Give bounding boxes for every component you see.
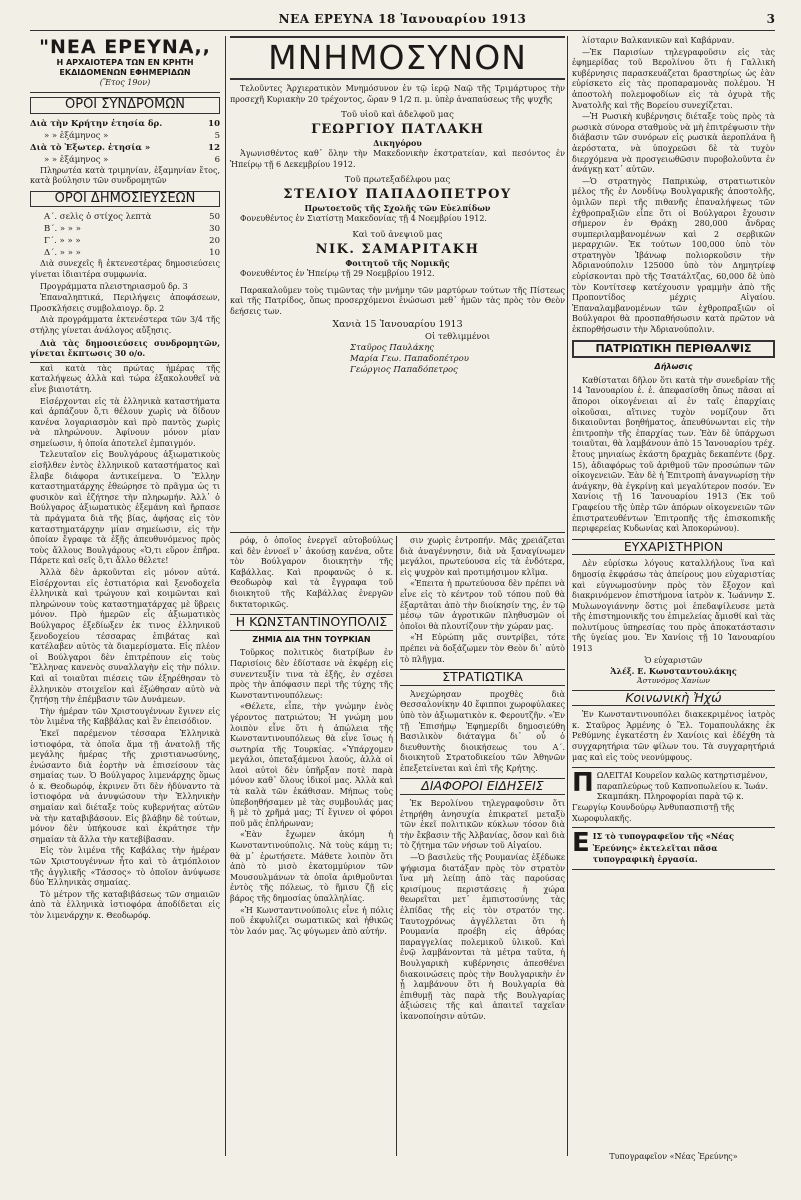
masthead-line: Η ΑΡΧΑΙΟΤΕΡΑ ΤΩΝ ΕΝ ΚΡΗΤΗ (56, 58, 194, 67)
person-intro: Τοῦ πρωτεξαδέλφου μας (344, 175, 451, 186)
ad-rate-value: 10 (209, 248, 220, 259)
ads-note: Διὰ τὰς δημοσιεύσεις συνδρομητῶν, γίνεται ἔκπτωσις 30 ο/ο. (30, 338, 220, 363)
article-paragraph: σιν χωρὶς ἐντροπήν. Μᾶς χρειάζεται διὰ ἀναγέννησιν, διὰ νὰ ξαναγίνωμεν μεγάλοι, πρωτεύουσα εἰς τὰ ἐνδότερα, εἰς ψυχρὸν καὶ προτιμήσιμον κλῖμα. (400, 536, 565, 577)
rate-label: » » ἑξάμηνος » (44, 154, 109, 165)
middle-right-column (400, 536, 565, 1156)
rate-label: Διὰ τὴν Κρήτην ἐτησία δρ. (30, 118, 163, 129)
article-paragraph: «Ἐπειτα ἡ πρωτεύουσα δὲν πρέπει νὰ εἶνε εἰς τὸ κέντρον τοῦ τόπου ποῦ θὰ ἐξαρτᾶται ἀπὸ τὴν διοίκησίν της, ἐν τῷ μέσῳ τῶν ἀγροτικῶν πληθυσμῶν οἱ ὁποῖοι θὰ πλουτίζουν τὴν χώραν μας. (400, 579, 565, 631)
section-heading: ΔΙΑΦΟΡΟΙ ΕΙΔΗΣΕΙΣ (400, 778, 565, 795)
signature-name: Ἀλέξ. Ε. Κωνσταντουλάκης (610, 665, 737, 676)
memorial-intro: Τελοῦντες Ἀρχιερατικὸν Μνημόσυνον ἐν τῷ ἱερῷ Ναῷ τῆς Τριμάρτυρος τὴν προσεχῆ Κυριακὴν 20 τρέχοντος, ὥραν 9 1/2 π. μ. ὑπὲρ ἀναπαύσεως τῆς ψυχῆς (230, 84, 565, 104)
person-intro: Καὶ τοῦ ἀνεψιοῦ μας (352, 229, 443, 240)
column-rule (567, 36, 568, 1156)
person-title: Δικηγόρου (373, 138, 422, 149)
article-paragraph: —Ἡ Ρωσικὴ κυβέρνησις διέταξε τοὺς πρὸς τὰ ρωσικὰ σύνορα σταθμοὺς νὰ μὴ ἐπιτρέψωσιν τὴν διάβασιν τῶν συνόρων εἰς ρωσικὰ ἀεροπλάνα ἢ ἀερόστατα, νὰ ὑποχρεῶσι δὲ τὰ τυχὸν διερχόμενα νὰ προσγειωθῶσιν πυροβολοῦντα ἐν ἀνάγκῃ κατ᾽ αὐτῶν. (572, 112, 775, 175)
rate-value: 12 (208, 142, 220, 153)
right-column (572, 36, 775, 1156)
ad-rate-label: Γ΄. » » » (44, 236, 81, 247)
section-rule (230, 532, 565, 533)
signature-title: Ἀστυνόμος Χανίων (637, 675, 710, 685)
ad-rate-row (30, 235, 220, 247)
article-paragraph: Ἐν Κωνσταντινουπόλει διακεκριμένος ἰατρὸς κ. Σταῦρος Ἀρμένης ὁ Ἔλ. Τομαπουλάκης ἐκ Ρεθύμνης ἐγκατέστη ἐν Χανίοις καὶ ἐδέχθη τὰ συγχαρητήρια τῶν φίλων του. Τὰ συγχαρητήριά μας καὶ εἰς τοὺς νεονύμφους. (572, 710, 775, 762)
ad-rate-row (30, 211, 220, 223)
article-paragraph: «Ἡ Κωνσταντινούπολις εἶνε ἡ πόλις ποῦ ἐκφυλίζει σωματικῶς καὶ ἠθικῶς τὸν λαόν μας. Ἂς φύγωμεν ἀπὸ αὐτήν. (230, 905, 393, 936)
masthead-title: "ΝΕΑ ΕΡΕΥΝΑ,, (39, 36, 211, 58)
ad-rate-row (30, 247, 220, 259)
person-title: Φοιτητοῦ τῆς Νομικῆς (345, 257, 450, 268)
rate-row (30, 154, 220, 166)
ad-rate-label: Β΄. » » » (44, 224, 81, 235)
article-paragraph: Εἰς τὸν λιμένα τῆς Καβάλας τὴν ἡμέραν τῶν Χριστουγέννων ἦτο καὶ τὸ ἀτμόπλοιον τῆς ἀγγλικῆς «Τάσσος» τὸ ὁποῖον ἀνύψωσε δύο Ἑλληνικὰς σημαίας. (30, 846, 220, 888)
person-text: Φονευθέντος ἐν Σιατίστῃ Μακεδονίας τῇ 4 Νοεμβρίου 1912. (240, 214, 487, 224)
rate-value: 5 (214, 130, 220, 141)
ad-rate-label: Δ΄. » » » (44, 248, 81, 259)
article-paragraph: Τελευταῖον εἰς Βουλγάρους ἀξιωματικοὺς εἰσῆλθεν ἐντὸς ἑλληνικοῦ καταστήματος καὶ ἔλαβε διάφορα ἀντικείμενα. Ὁ Ἕλλην καταστηματάρχης ἐθεώρησε τὸ πρᾶγμα ὡς τι φυσικὸν καὶ ἐζήτησε τὴν πληρωμήν. Ἀλλ᾽ ὁ Βούλγαρος ἀξιωματικὸς ἐξεμάνη καὶ ἤρπασε τὰ πράγματα διὰ τῆς βίας, ἀφήσας εἰς τὸν καταστηματάρχην μίαν σημείωσιν, εἰς τὴν ὁποίαν ἔγραφε τὰ ἑξῆς ἀπευθυνόμενος πρὸς τοὺς ἄλλους Βουλγάρους «Ὁ,τι εὕρον ἐπῆρα. Πάρετε καὶ σεῖς ὅ,τι ἄλλο θέλετε! (30, 450, 220, 566)
person-text: Ἀγωνισθέντος καθ᾽ ὅλην τὴν Μακεδονικὴν ἐκστρατείαν, καὶ πεσόντος ἐν Ἠπείρῳ τῇ 6 Δεκεμβρίου 1912. (230, 149, 565, 169)
ads-note: Ἐπαναληπτικά, Περιλήψεις ἀποφάσεων, Προσκλήσεις συμβολαιογρ. δρ. 2 (30, 293, 220, 313)
column-rule (396, 536, 397, 1156)
memorial-heading: ΜΝΗΜΟΣΥΝΟΝ (230, 36, 565, 80)
article-paragraph: Τὴν ἡμέραν τῶν Χριστουγέννων ἔγινεν εἰς τὸν λιμένα τῆς Καββάλας καὶ ἓν ἐπεισόδιον. (30, 706, 220, 727)
article-paragraph: λίσταριν Βαλκανικῶν καὶ Καβάρναν. (582, 36, 735, 45)
memorial-notice (230, 36, 565, 532)
memorial-date: Χανιὰ 15 Ἰανουαρίου 1913 (332, 319, 463, 331)
page-header (30, 12, 775, 31)
ads-note: Διὰ προγράμματα ἐκτενέστερα τῶν 3/4 τῆς στήλης γίνεται ἀνάλογος αὔξησις. (30, 315, 220, 335)
article-paragraph: ρόφ, ὁ ὁποῖος ἐνεργεῖ αὐτοβούλως καὶ δὲν ἐννοεῖ ν᾽ ἀκούσῃ κανένα, οὔτε τὸν Βούλγαρον διοικητὴν τῆς Καβάλλας. Καὶ προφανῶς ὁ κ. Θεοδωρὸφ καὶ τὰ ἔγγραφα τοῦ διοικητοῦ τῆς Καβάλλας ἐνεργῶν δικτατορικῶς. (230, 536, 393, 609)
signer: Σταῦρος Παυλάκης (350, 343, 435, 354)
page-number: 3 (766, 12, 775, 26)
ad-rate-value: 20 (209, 236, 220, 247)
header-title: ΝΕΑ ΕΡΕΥΝΑ 18 Ἰανουαρίου 1913 (278, 12, 527, 26)
section-heading: Κοινωνικὴ Ἠχώ (572, 690, 775, 707)
section-subheading: Δήλωσις (654, 362, 693, 372)
section-heading: ΕΥΧΑΡΙΣΤΗΡΙΟΝ (572, 539, 775, 556)
article-paragraph: Ἐκ Βερολίνου τηλεγραφοῦσιν ὅτι ἐτηρήθη ἀνησυχία ἐπικρατεῖ μεταξὺ τῶν ἐκεῖ πολιτικῶν κύκλων τόσον διὰ τὴν ἔκβασιν τῆς Ἀλβανίας, ὅσον καὶ διὰ τὸ ζήτημα τῶν νήσων τοῦ Αἰγαίου. (400, 799, 565, 851)
masthead-year: (Ἔτος 19ον) (99, 78, 151, 87)
section-heading: ΠΑΤΡΙΩΤΙΚΗ ΠΕΡΙΘΑΛΨΙΣ (572, 340, 775, 359)
article-paragraph: —Ἐκ Παρισίων τηλεγραφοῦσιν εἰς τὰς ἐφημερίδας τοῦ Βερολίνου ὅτι ἡ Γαλλικὴ κυβέρνησις παρασκευάζεται δραστηρίως ὡς ἐὰν εὑρίσκετο εἰς τὰς προπαραμονὰς πολέμου. Ἡ ἀποστολὴ πολεμοφοδίων εἰς τὰ ὀχυρὰ τῆς Ἀνατολῆς καὶ τῆς Βορείου συνεχίζεται. (572, 47, 775, 110)
rate-row (30, 118, 220, 130)
article-paragraph: «Ἡ Εὐρώπη μᾶς συντρίβει, τότε πρέπει νὰ δοξάζωμεν τὸν Θεὸν δι᾽ αὐτὸ τὸ πλῆγμα. (400, 633, 565, 664)
rate-row (30, 130, 220, 142)
signature-line: Ὁ εὐχαριστῶν (644, 655, 703, 665)
classified-ad (572, 828, 775, 870)
person-name: ΝΙΚ. ΣΑΜΑΡΙΤΑΚΗ (315, 241, 480, 257)
masthead-line: ΕΚΔΙΔΟΜΕΝΩΝ ΕΦΗΜΕΡΙΔΩΝ (59, 68, 191, 77)
article-paragraph: Εἰσέρχονται εἰς τὰ ἑλληνικὰ καταστήματα καὶ ἁρπάζουν ὅ,τι θέλουν χωρὶς νὰ δίδουν κανένα λογαριασμὸν καὶ πρὸ παντὸς χωρὶς νὰ πληρώνουν. Ἀφίνουν μόνον μίαν σημείωσιν, ἡ ὁποία ἀποτελεῖ ἐμπαιγμόν. (30, 396, 220, 448)
printer-imprint: Τυπογραφεῖον «Νέας Ἐρεύνης» (609, 1152, 738, 1161)
ad-text: ΩΛΕΙΤΑΙ Κουρεῖον καλῶς κατηρτισμένον, παραπλεύρως τοῦ Καπνοπωλείου κ. Ἰωάν. Σκαμπάκη. Πληροφορίαι παρὰ τῷ κ. Γεωργίῳ Κουνδούρῳ Ἀνθυπασπιστῇ τῆς Χωροφυλακῆς. (572, 771, 769, 823)
article-paragraph: Ἀλλὰ δὲν ἀρκοῦνται εἰς μόνον αὐτά. Εἰσέρχονται εἰς ἑστιατόρια καὶ ξενοδοχεῖα ἑλληνικὰ καὶ τρώγουν καὶ κοιμῶνται καὶ πληρώνουν τοὺς καταστηματάρχας μὲ ὕβρεις μόνον. Πρὸ ἡμερῶν εἷς ἀξιωματικὸς Βούλγαρος ἐξεδίωξεν ἐκ τινος ἑλληνικοῦ ξενοδοχείου τέσσαρας ἐπιβάτας καὶ κατέλαβεν αὐτὸς τὰ διαμερίσματα. Εἰς πλέον οἱ Βούλγαροι δὲν ἐπιτρέπουν εἰς τοὺς Ἕλληνας κανενὸς συναλλαγὴν εἰς τὴν πόλιν. Καὶ αἱ τοιαῦται πιέσεις τῶν ἐξηρέθησαν τὸ ἑλληνικὸν στοιχεῖον καὶ ἐξώθησαν αὐτὸ νὰ ζητήσῃ τὴν ἐπέμβασιν τῶν Δυνάμεων. (30, 568, 220, 705)
article-paragraph: «Θέλετε, εἶπε, τὴν γνώμην ἑνὸς γέροντος πατριώτου; Ἡ γνώμη μου λοιπὸν εἶνε ὅτι ἡ ἀπώλεια τῆς Κωνσταντινουπόλεως θὰ εἶνε ἴσως ἡ σωτηρία τῆς Τουρκίας. «Ὑπάρχομεν μεγάλοι, ὀπεταξάμενοι λαούς, ἀλλὰ οἱ λαοὶ αὐτοὶ δὲν ὑπῆρξαν ποτὲ παρὰ μόνον καθ᾽ ὅλους ἰδικοί μας. Ἀλλὰ καὶ τὰ καλὰ τῶν ἐκάθισαν. Μήπως τοὺς ὑπεβοηθήσαμεν μὲ τὰς συμβουλάς μας ἢ μὲ τὸ χρῆμά μας; Τί ἔγινεν οἱ φόροι ποῦ μᾶς ἐπλήρωναν; (230, 702, 393, 828)
drop-cap: Ε (572, 828, 590, 859)
signers-heading: Οἱ τεθλιμμένοι (424, 332, 491, 343)
person-text: Φονευθέντος ἐν Ἠπείρῳ τῇ 29 Νοεμβρίου 1912. (240, 268, 435, 278)
person-name: ΣΤΕΛΙΟΥ ΠΑΠΑΔΟΠΕΤΡΟΥ (283, 187, 512, 203)
classified-ad (572, 767, 775, 828)
rate-row (30, 142, 220, 154)
section-heading: ΣΤΡΑΤΙΩΤΙΚΑ (400, 669, 565, 686)
ad-text: ΙΣ τὸ τυπογραφεῖον τῆς «Νέας Ἐρεύνης» ἐκτελεῖται πᾶσα τυπογραφικὴ ἐργασία. (592, 831, 735, 865)
subscription-note: Πληρωτέα κατὰ τριμηνίαν, ἑξαμηνίαν ἔτος, κατὰ βούλησιν τῶν συνδρομητῶν (30, 165, 220, 186)
article-paragraph: —Ὁ στρατηγὸς Παπρικώφ, στρατιωτικὸν μέλος τῆς ἐν Λονδίνῳ Βουλγαρικῆς ἀποστολῆς, ὁμιλῶν περὶ τῆς πιθανῆς ἐπαναλήψεως τῶν ἐχθροπραξιῶν εἶπε ὅτι οἱ Βούλγαροι ἔχουσιν σήμερον ἐν Θράκῃ 280,000 ἄνδρας συμπεριλαμβανομένων καὶ 2 σερβικῶν μεραρχιῶν. Ἐκ τούτων 100,000 ὑπὸ τὸν στρατηγὸν Ἰβάνωφ πολιορκοῦσιν τὴν Ἀδριανούπολιν 125000 ὑπὸ τὸν Δημητρίεφ εὑρίσκονται πρὸ τῆς Τσατάλτζας, 60,000 δὲ ὑπὸ τὸν Κοντίτσεφ κατέχουσιν γραμμὴν ἀπὸ τῆς Προποντίδος μέχρις Αἰγαίου. Ἐπαναλαμβανομένων τῶν ἐχθροπραξιῶν οἱ Βούλγαροι θὰ προσπαθήσωσιν κατὰ πρῶτον νὰ ἐκπορθήσωσιν τὴν Ἀδριανούπολιν. (572, 176, 775, 335)
section-heading: Η ΚΩΝΣΤΑΝΤΙΝΟΥΠΟΛΙΣ (230, 614, 393, 631)
drop-cap: Π (572, 768, 594, 799)
ad-rate-row (30, 223, 220, 235)
article-paragraph: Δὲν εὑρίσκω λόγους καταλλήλους ἵνα καὶ δημοσίᾳ ἐκφράσω τὰς ἀπείρους μου εὐχαριστίας καὶ εὐγνωμοσύνην πρὸς τὸν ἔξοχον καὶ διακρινόμενον ἐπιστήμονα ἰατρὸν κ. Ἰωάννην Σ. Μυλωνογιάννην ὅστις μοὶ ἐπεδαψίλευσε μετὰ τῆς ἐπιστημονικῆς του ἐπιμελείας ἄμισθί καὶ τὰς πολυτίμους ὑπηρεσίας του πρὸς ἀποκατάστασιν τῆς ὑγείας μου. Ἐν Χανίοις τῇ 10 Ἰανουαρίου 1913 (572, 559, 775, 654)
rate-value: 6 (214, 154, 220, 165)
ads-note: Διὰ συνεχεῖς ἢ ἐκτενεστέρας δημοσιεύσεις γίνεται ἰδιαιτέρα συμφωνία. (30, 259, 220, 279)
person-name: ΓΕΩΡΓΙΟΥ ΠΑΤΛΑΚΗ (311, 122, 484, 138)
masthead (30, 36, 220, 93)
article-paragraph: καὶ κατὰ τὰς πρώτας ἡμέρας τῆς καταλήψεως ἀλλὰ καὶ τώρα ἐξακολουθεῖ νὰ εἶνε βιαιοτάτη. (30, 363, 220, 394)
rate-label: » » ἑξάμηνος » (44, 130, 109, 141)
signer: Μαρία Γεω. Παπαδοπέτρου (350, 354, 469, 365)
memorial-closing: Παρακαλοῦμεν τοὺς τιμῶντας τὴν μνήμην τῶν μαρτύρων τούτων τῆς Πίστεως καὶ τῆς Πατρίδος, ὅπως προσερχόμενοι ἑνώσωσι μεθ᾽ ἡμῶν τὰς πρὸς τὸν Θεὸν δεήσεις των. (230, 285, 565, 316)
column-rule (225, 36, 226, 1156)
article-paragraph: Τὸ μέτρον τῆς καταβιβάσεως τῶν σημαιῶν ἀπὸ τὰ ἑλληνικὰ ἱστιοφόρα ἀποδίδεται εἰς τὸν λιμενάρχην κ. Θεοδωρόφ. (30, 889, 220, 920)
middle-left-column (230, 536, 393, 1156)
person-intro: Τοῦ υἱοῦ καὶ ἀδελφοῦ μας (341, 110, 454, 121)
left-column (30, 36, 220, 1156)
ad-rate-value: 30 (209, 224, 220, 235)
signer: Γεώργιος Παπαδόπετρος (350, 365, 458, 376)
person-title: Πρωτοετοῦς τῆς Σχολῆς τῶν Εὐελπίδων (304, 203, 491, 214)
ad-rate-value: 50 (209, 212, 220, 223)
article-paragraph: Ἐκεῖ παρέμενον τέσσαρα Ἑλληνικὰ ἱστιοφόρα, τὰ ὁποῖα ἅμα τῇ ἀνατολῇ τῆς μεγάλης ἡμέρας τῆς χριστιανωσύνης, ἐνώσαντο διὰ ἑορτὴν νὰ ἐπισείσουν τὰς σημαίας των. Ὁ Βούλγαρος λιμενάρχης ὅμως ὁ κ. Θεοδωρόφ, ἐκρινεν ὅτι δὲν ἠδύναντο τὰ ἱστιοφόρα νὰ ἀνυψώσουν τὴν Ἑλληνικὴν σημαίαν καὶ διέταξε τοὺς κυβερνήτας αὐτῶν νὰ τὴν καταβιβάσουν. Εἰς βλάβην δὲ τούτων, μόνον δὲν ὑπήκουσε καὶ ἐκράτησε τὴν σημαίαν τὰ ἄλλα τὴν κατεβίβασαν. (30, 728, 220, 844)
section-subheading: ΖΗΜΙΑ ΔΙΑ ΤΗΝ ΤΟΥΡΚΙΑΝ (252, 634, 371, 644)
ads-heading: ΟΡΟΙ ΔΗΜΟΣΙΕΥΣΕΩΝ (30, 191, 220, 208)
rate-value: 10 (208, 118, 220, 129)
article-paragraph: Τοῦρκος πολιτικὸς διατρίβων ἐν Παρισίοις δὲν ἐδίστασε νὰ ἐκφέρῃ εἰς συνεντευξίν τινα τὰ ἑξῆς, ἐν σχέσει πρὸς τὴν ἀπόφασιν περὶ τῆς τύχης τῆς Κωνσταντινουπόλεως: (230, 648, 393, 700)
article-paragraph: —Ὁ βασιλεὺς τῆς Ρουμανίας ἐξέδωκε ψήφισμα διατάξαν πρὸς τὸν στρατὸν ἵνα μὴ λείπῃ ἀπὸ τὰς παρούσας κρισίμους περιστάσεις ἡ χώρα θεωρεῖται μετ᾽ ἐμπιστοσύνης τὰς ἐλπίδας τῆς εἰς τὸν στρατόν της. Ταυτοχρόνως ἀγγέλλεται ὅτι ἡ Ρουμανία προέβη εἰς ἀθρόας παραγγελίας πολεμικοῦ ὑλικοῦ. Καὶ ἐνῷ λαμβάνονται τὰ μέτρα ταῦτα, ἡ Βουλγαρικὴ κυβέρνησις ἀπεσθένει διακοινώσεις πρὸς τὴν Βουλγαρικὴν ἐν ᾗ λαμβάνουν ὅτι ἡ Βουλγαρία θὰ ἐπιθυμῇ τὰς παρὰ τῆς Βουλγαρίας ἀξιώσεις τῆς καὶ ἀπαιτεῖ ταχεῖαν ἱκανοποίησιν αὐτῶν. (400, 853, 565, 1021)
subscription-heading: ΟΡΟΙ ΣΥΝΔΡΟΜΩΝ (30, 97, 220, 114)
article-paragraph: Ἀνεχώρησαν προχθὲς διὰ Θεσσαλονίκην 40 ἔφιπποι χωροφύλακες ὑπὸ τὸν ἀξιωματικὸν κ. Φερουτζῆν. «Ἐν τῇ Ἐπισήμῳ Ἐφημερίδι δημοσιεύθη Βασιλικὸν διάταγμα δι᾽ οὗ ὁ διευθυντὴς διοικήσεως του Α΄. διοικητοῦ Στρατοδικείου τῶν Ἀθηνῶν ἐπεξετείνεται καὶ ἐπὶ τῆς Κρήτης. (400, 689, 565, 773)
ads-note: Προγράμματα πλειστηριασμοῦ δρ. 3 (40, 281, 188, 291)
ad-rate-label: Α΄. σελὶς ὁ στίχος λεπτὰ (44, 212, 152, 223)
article-paragraph: Καθίσταται δῆλον ὅτι κατὰ τὴν συνεδρίαν τῆς 14 Ἰανουαρίου ἐ. ἐ. ἀπεφασίσθη ὅπως πᾶσαι αἱ ἄποροι οἰκογένειαι αἱ ἐν ταῖς ἐπαρχίαις οἰκοῦσαι, αἵτινες τυχὸν νομίζουν ὅτι δικαιοῦνται βοηθήματος, ἀπευθύνωνται εἰς τὴν ἐπιτροπὴν τῆς ἐπαρχίας των. Ἐὰν δὲ ὑπάρχωσι τοιαῦται, θὰ λαμβάνουν ἀπὸ 15 Ἰανουαρίου τρέχ. ἔτους μηνιαίως ἑκάστη δραχμὰς δεκαπέντε (δρχ. 15), ἀδιαφόρως τοῦ ἀριθμοῦ τῶν προσώπων τῶν οἰκογενειῶν. Ἐὰν δὲ ἡ Ἐπιτροπὴ ἀναγνωρίσῃ τὴν ἀνάγκην, θὰ ἐγκρίνῃ καὶ μεγαλύτερον ποσόν. Ἐν Χανίοις τῇ 16 Ἰανουαρίου 1913 (Ἐκ τοῦ Γραφείου τῆς ὑπὲρ τῶν ἀπόρων οἰκογενειῶν τῶν ἐπιστρατευθέντων Ἐπιτροπῆς τῆς ἐπισκοπικῆς περιφερείας Κυδωνίας καὶ Ἀποκορώνου). (572, 375, 775, 534)
article-paragraph: «Ἐὰν ἔχωμεν ἀκόμη ἡ Κωνσταντινούπολις. Νὰ τοὺς κάμῃ τι; θὰ μ᾽ ἐρωτήσετε. Μάθετε λοιπὸν ὅτι ἀπὸ τὸ μισὸ ἐκατομμύριον τῶν Μουσουλμάνων τὰ ὁποῖα ἀριθμοῦνται ἐντὸς τῆς πόλεως, τὸ ἥμισυ ζῇ εἰς βάρος τῆς δημοσίας ὑπαλληλίας. (230, 830, 393, 903)
rate-label: Διὰ τὸ Ἐξωτερ. ἐτησία » (30, 142, 151, 153)
